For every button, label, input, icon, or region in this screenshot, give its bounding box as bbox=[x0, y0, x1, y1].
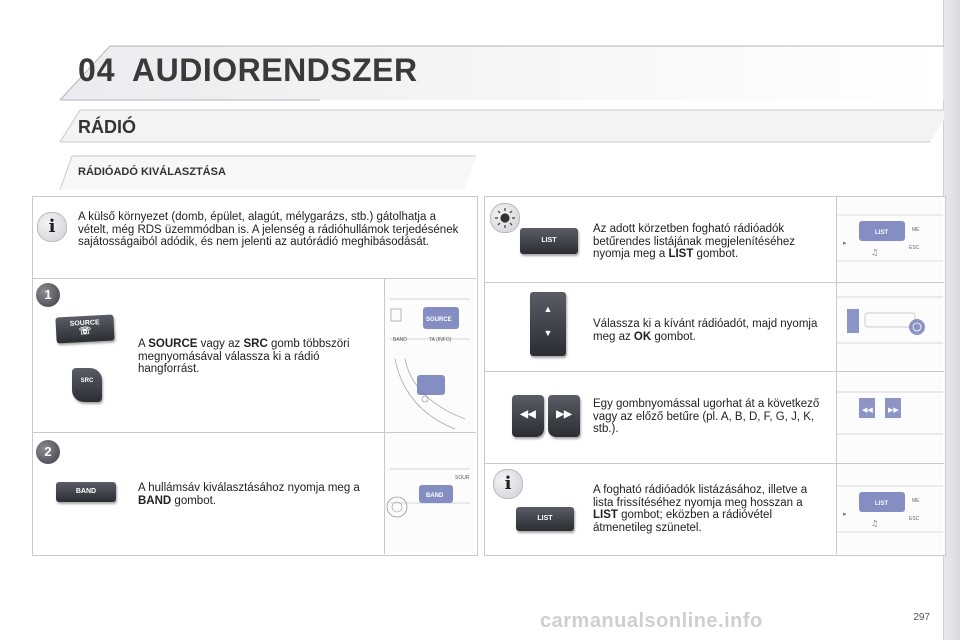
list-label-2: LIST bbox=[593, 509, 618, 521]
src-button-label: SRC bbox=[80, 378, 94, 384]
source-button[interactable] bbox=[55, 315, 114, 344]
info-icon-2: i bbox=[493, 469, 523, 499]
band-label: BAND bbox=[138, 494, 172, 507]
svg-text:▸: ▸ bbox=[843, 510, 847, 518]
row3-sketch bbox=[837, 372, 943, 462]
chapter-number: 04 bbox=[78, 52, 116, 88]
phone-icon: ☏ bbox=[78, 325, 92, 338]
arrow-up-icon: ▲ bbox=[543, 304, 553, 314]
list-button-2[interactable]: LIST bbox=[516, 507, 574, 531]
next-button[interactable] bbox=[548, 395, 580, 437]
chapter-title: AUDIORENDSZER bbox=[132, 52, 418, 88]
svg-text:♫: ♫ bbox=[871, 519, 879, 528]
step1-sketch bbox=[385, 279, 475, 432]
step2-sketch bbox=[385, 433, 475, 553]
up-down-button[interactable] bbox=[530, 292, 566, 356]
row1-sketch-me: ME bbox=[912, 227, 920, 233]
previous-button[interactable] bbox=[512, 395, 544, 437]
info-icon: i bbox=[37, 212, 67, 242]
bulb-icon bbox=[490, 203, 520, 233]
ok-label: OK bbox=[633, 330, 652, 343]
source-label: SOURCE bbox=[148, 338, 198, 350]
row1-sketch-esc: ESC bbox=[909, 245, 920, 251]
rewind-icon: ◀◀ bbox=[520, 409, 536, 420]
step-badge-1: 1 bbox=[36, 283, 60, 307]
row3-text: Egy gombnyomással ugorhat át a következő vagy az előző betűre (pl. A, B, D, F, G, J, K, stb.). bbox=[593, 398, 820, 435]
fast-forward-icon: ▶▶ bbox=[556, 409, 572, 420]
sketch2-source-text: SOUR bbox=[455, 475, 470, 481]
row4-sketch bbox=[837, 464, 943, 554]
band-button[interactable]: BAND bbox=[56, 482, 116, 502]
arrow-down-icon: ▼ bbox=[543, 328, 553, 338]
list-label-1: LIST bbox=[668, 248, 694, 260]
row4-sketch-esc: ESC bbox=[909, 516, 920, 522]
watermark: carmanualsonline.info bbox=[540, 610, 763, 632]
section-title: RÁDIÓ bbox=[78, 117, 136, 137]
step1-text: A SOURCE vagy az SRC gomb többszöri megnyomásával válassza ki a rádió hangforrást. bbox=[138, 338, 350, 375]
source-button-label: SOURCE bbox=[69, 319, 100, 328]
src-button[interactable] bbox=[72, 368, 102, 402]
row4-sketch-list: LIST bbox=[875, 501, 888, 507]
src-label: SRC bbox=[243, 338, 268, 350]
sketch2-band-text: BAND bbox=[426, 493, 444, 499]
row1-sketch bbox=[837, 197, 943, 281]
sketch-ta-text: TA (INFO) bbox=[429, 337, 452, 343]
step2-text: A hullámsáv kiválasztásához nyomja meg a BAND gombot. bbox=[138, 482, 360, 507]
svg-text:▶▶: ▶▶ bbox=[888, 406, 899, 414]
svg-text:◀◀: ◀◀ bbox=[862, 406, 873, 414]
row4-sketch-me: ME bbox=[912, 498, 920, 504]
list-button-1[interactable]: LIST bbox=[520, 228, 578, 254]
subsection-title: RÁDIÓADÓ KIVÁLASZTÁSA bbox=[78, 166, 226, 178]
side-strip bbox=[944, 0, 960, 640]
row1-text: Az adott körzetben fogható rádióadók betűrendes listájának megjelenítéséhez nyomja meg a LIST gombot. bbox=[593, 223, 796, 260]
row2-text: Válassza ki a kívánt rádióadót, majd nyomja meg az OK gombot. bbox=[593, 318, 818, 343]
page-number: 297 bbox=[913, 612, 930, 623]
row2-sketch bbox=[837, 283, 943, 371]
svg-text:▸: ▸ bbox=[843, 239, 847, 247]
row1-sketch-list: LIST bbox=[875, 230, 888, 236]
info-text: A külső környezet (domb, épület, alagút, mélygarázs, stb.) gátolhatja a vételt, még RDS üzemmódban is. A jelenség a rádióhullámok terjedésének sajátosságaiból adódik, és nem jelenti az autórádió meghibásodását. bbox=[78, 211, 459, 248]
step-badge-2: 2 bbox=[36, 440, 60, 464]
sketch-band-text: BAND bbox=[393, 337, 407, 343]
row4-text: A fogható rádióadók listázásához, illetve a lista frissítéséhez nyomja meg hosszan a LIST gombot; eközben a rádióvétel átmenetileg szünetel. bbox=[593, 484, 808, 534]
svg-text:♫: ♫ bbox=[871, 248, 879, 257]
sketch-source-text: SOURCE bbox=[426, 317, 452, 323]
